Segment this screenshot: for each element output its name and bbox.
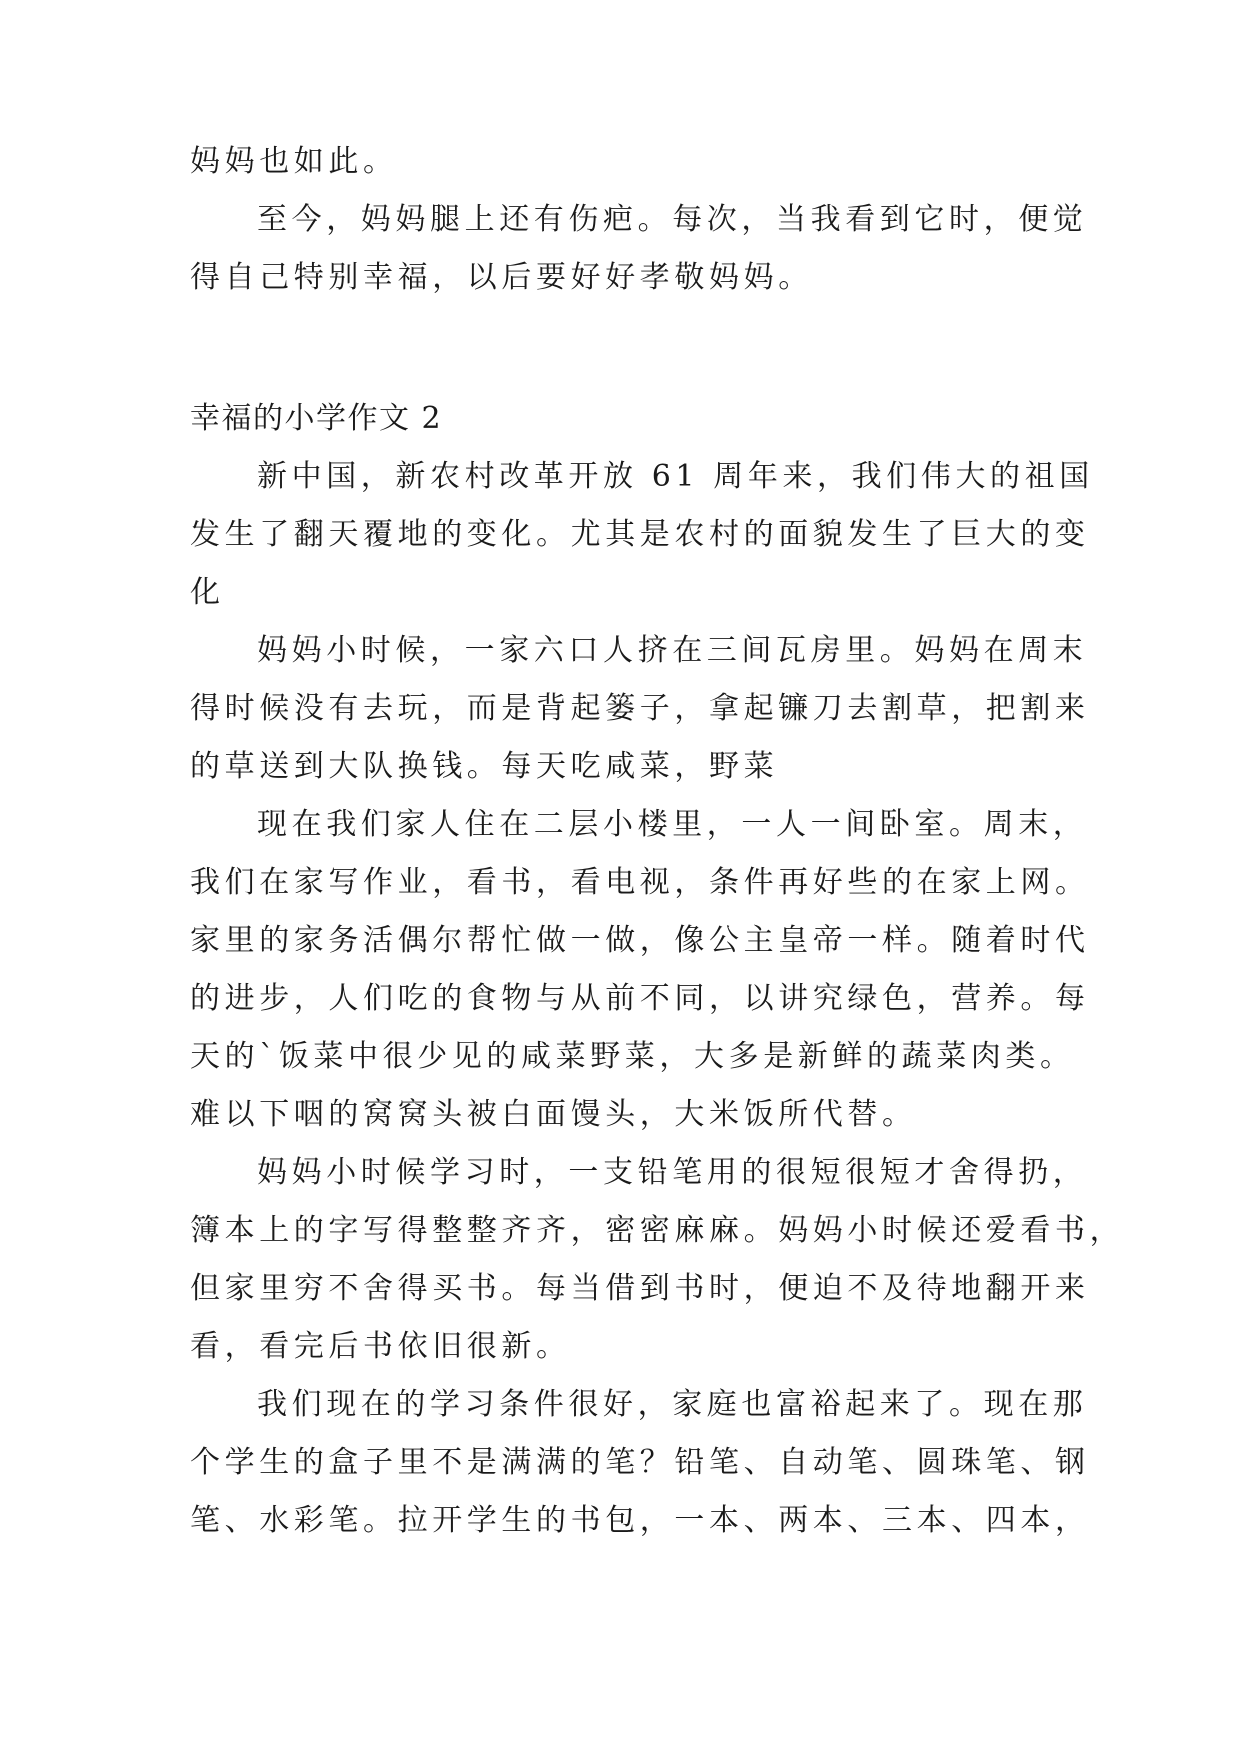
paragraph-4-line-2: 得时候没有去玩，而是背起篓子，拿起镰刀去割草，把割来 — [190, 691, 1090, 726]
paragraph-1-line-1: 妈妈也如此。 — [190, 144, 398, 179]
paragraph-7-line-2: 个学生的盒子里不是满满的笔？铅笔、自动笔、圆珠笔、钢 — [190, 1445, 1090, 1480]
paragraph-5-line-2: 我们在家写作业，看书，看电视，条件再好些的在家上网。 — [190, 865, 1090, 900]
paragraph-5-line-5: 天的`饭菜中很少见的咸菜野菜，大多是新鲜的蔬菜肉类。 — [190, 1039, 1075, 1074]
paragraph-7-line-3: 笔、水彩笔。拉开学生的书包，一本、两本、三本、四本， — [190, 1503, 1090, 1538]
paragraph-6-line-3: 但家里穷不舍得买书。每当借到书时，便迫不及待地翻开来 — [190, 1271, 1090, 1306]
paragraph-2-line-1: 至今，妈妈腿上还有伤疤。每次，当我看到它时，便觉 — [257, 202, 1088, 237]
paragraph-7-line-1: 我们现在的学习条件很好，家庭也富裕起来了。现在那 — [257, 1387, 1088, 1422]
paragraph-3-line-2: 发生了翻天覆地的变化。尤其是农村的面貌发生了巨大的变 — [190, 517, 1090, 552]
paragraph-3-line-3: 化 — [190, 575, 225, 610]
paragraph-5-line-3: 家里的家务活偶尔帮忙做一做，像公主皇帝一样。随着时代 — [190, 923, 1090, 958]
paragraph-6-line-1: 妈妈小时候学习时，一支铅笔用的很短很短才舍得扔， — [257, 1155, 1088, 1190]
paragraph-3-line-1: 新中国，新农村改革开放 61 周年来，我们伟大的祖国 — [257, 459, 1094, 494]
paragraph-4-line-3: 的草送到大队换钱。每天吃咸菜，野菜 — [190, 749, 779, 784]
paragraph-5-line-4: 的进步，人们吃的食物与从前不同，以讲究绿色，营养。每 — [190, 981, 1090, 1016]
paragraph-6-line-2: 簿本上的字写得整整齐齐，密密麻麻。妈妈小时候还爱看书， — [190, 1213, 1125, 1248]
paragraph-4-line-1: 妈妈小时候，一家六口人挤在三间瓦房里。妈妈在周末 — [257, 633, 1088, 668]
paragraph-2-line-2: 得自己特别幸福，以后要好好孝敬妈妈。 — [190, 260, 813, 295]
paragraph-6-line-4: 看，看完后书依旧很新。 — [190, 1329, 571, 1364]
section-title: 幸福的小学作文 2 — [190, 401, 443, 436]
paragraph-5-line-6: 难以下咽的窝窝头被白面馒头，大米饭所代替。 — [190, 1097, 917, 1132]
paragraph-5-line-1: 现在我们家人住在二层小楼里，一人一间卧室。周末， — [257, 807, 1088, 842]
